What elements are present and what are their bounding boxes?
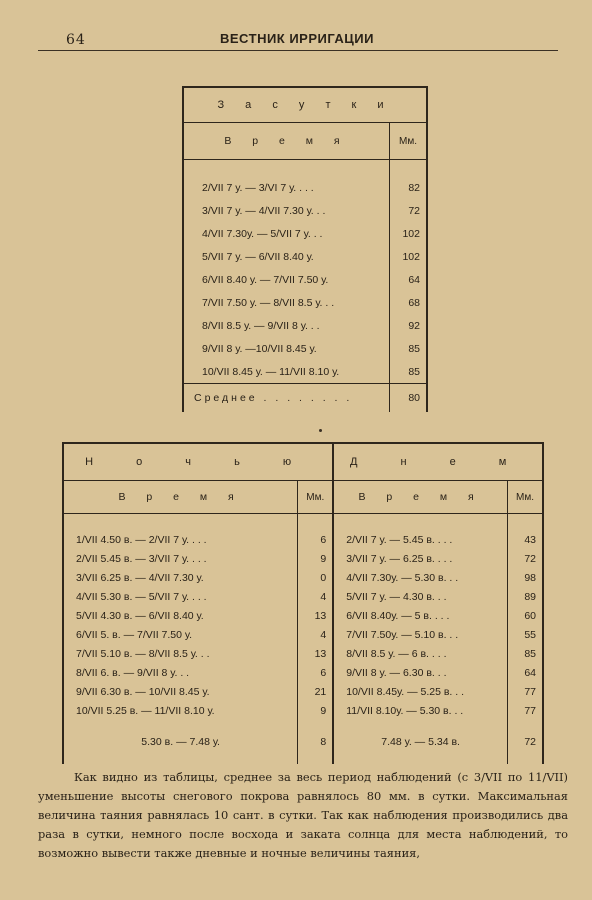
- daily-col-time: В р е м я: [183, 123, 390, 160]
- table-row: [63, 682, 543, 701]
- table-row: [183, 337, 427, 360]
- night-row-mm: 21: [298, 682, 334, 701]
- day-row-time: 10/VII 8.45у. — 5.25 в. . .: [333, 682, 507, 701]
- table-row: [183, 222, 427, 245]
- night-row-mm: 9: [298, 701, 334, 720]
- row-mm: 68: [390, 291, 428, 314]
- night-col-mm: Мм.: [298, 481, 334, 514]
- night-row-mm: 4: [298, 625, 334, 644]
- table-row: [63, 625, 543, 644]
- table-row: [183, 314, 427, 337]
- daily-average-label: Среднее . . . . . . . .: [183, 384, 390, 413]
- row-time: 6/VII 8.40 у. — 7/VII 7.50 у.: [202, 273, 329, 286]
- daily-melt-table: [182, 86, 428, 412]
- night-summary-time: 5.30 в. — 7.48 у.: [141, 736, 220, 748]
- row-mm: 64: [390, 268, 428, 291]
- day-summary-mm: 72: [508, 720, 544, 764]
- night-row-time: 7/VII 5.10 в. — 8/VII 8.5 у. . .: [76, 647, 210, 660]
- row-time: 3/VII 7 у. — 4/VII 7.30 у. . .: [202, 204, 326, 217]
- day-row-time: 11/VII 8.10у. — 5.30 в. . .: [333, 701, 507, 720]
- table-row: [63, 587, 543, 606]
- night-row-mm: 6: [298, 663, 334, 682]
- night-row-time: 2/VII 5.45 в. — 3/VII 7 у. . . .: [76, 552, 207, 565]
- night-summary-mm: 8: [298, 720, 334, 764]
- row-mm: 102: [390, 222, 428, 245]
- table-row: [183, 360, 427, 384]
- day-row-mm: 98: [508, 568, 544, 587]
- table-row: [63, 549, 543, 568]
- day-col-time: В р е м я: [333, 481, 507, 514]
- table-row: [63, 606, 543, 625]
- night-row-mm: 0: [298, 568, 334, 587]
- day-row-time: 7/VII 7.50у. — 5.10 в. . .: [333, 625, 507, 644]
- day-row-mm: 60: [508, 606, 544, 625]
- day-row-time: 6/VII 8.40у. — 5 в. . . .: [333, 606, 507, 625]
- night-row-mm: 13: [298, 644, 334, 663]
- night-row-time: 6/VII 5. в. — 7/VII 7.50 у.: [76, 628, 192, 641]
- row-mm: 82: [390, 176, 428, 199]
- day-row-mm: 77: [508, 682, 544, 701]
- day-row-mm: 64: [508, 663, 544, 682]
- table-row: [183, 291, 427, 314]
- body-paragraph: [38, 768, 568, 863]
- night-row-time: 4/VII 5.30 в. — 5/VII 7 у. . . .: [76, 590, 207, 603]
- night-row-mm: 4: [298, 587, 334, 606]
- night-row-time: 10/VII 5.25 в. — 11/VII 8.10 у.: [76, 704, 215, 717]
- day-row-mm: 89: [508, 587, 544, 606]
- table-row: [63, 530, 543, 549]
- page-number: 64: [66, 32, 86, 48]
- row-mm: 102: [390, 245, 428, 268]
- day-row-time: 8/VII 8.5 у. — 6 в. . . .: [333, 644, 507, 663]
- day-summary-time: 7.48 у. — 5.34 в.: [333, 720, 507, 764]
- table-row: [183, 268, 427, 291]
- day-row-time: 3/VII 7 у. — 6.25 в. . . .: [333, 549, 507, 568]
- daily-table-body: [183, 176, 427, 384]
- row-mm: 92: [390, 314, 428, 337]
- table-row: [63, 701, 543, 720]
- table-row: [183, 245, 427, 268]
- running-title: ВЕСТНИК ИРРИГАЦИИ: [220, 31, 374, 46]
- daily-average-value: 80: [390, 384, 428, 413]
- table-row: [183, 176, 427, 199]
- night-row-mm: 13: [298, 606, 334, 625]
- day-row-mm: 43: [508, 530, 544, 549]
- table-row: [63, 644, 543, 663]
- row-time: 5/VII 7 у. — 6/VII 8.40 у.: [202, 250, 314, 263]
- night-day-melt-table: [62, 442, 544, 764]
- night-caption: Н о ч ь ю: [63, 443, 333, 481]
- row-time: 10/VII 8.45 у. — 11/VII 8.10 у.: [202, 365, 340, 378]
- night-row-mm: 6: [298, 530, 334, 549]
- day-row-mm: 77: [508, 701, 544, 720]
- row-mm: 85: [390, 337, 428, 360]
- daily-col-mm: Мм.: [390, 123, 428, 160]
- night-row-time: 3/VII 6.25 в. — 4/VII 7.30 у.: [76, 571, 204, 584]
- day-row-mm: 72: [508, 549, 544, 568]
- row-time: 7/VII 7.50 у. — 8/VII 8.5 у. . .: [202, 296, 335, 309]
- table-row: [63, 568, 543, 587]
- table-row: [183, 199, 427, 222]
- row-time: 4/VII 7.30у. — 5/VII 7 у. . .: [202, 227, 323, 240]
- night-row-time: 8/VII 6. в. — 9/VII 8 у. . .: [76, 666, 190, 679]
- day-caption: Д н е м: [333, 443, 543, 481]
- night-day-table-body: [63, 530, 543, 720]
- day-col-mm: Мм.: [508, 481, 544, 514]
- row-mm: 85: [390, 360, 428, 384]
- night-row-time: 1/VII 4.50 в. — 2/VII 7 у. . . .: [76, 533, 207, 546]
- night-row-time: 5/VII 4.30 в. — 6/VII 8.40 у.: [76, 609, 204, 622]
- day-row-time: 4/VII 7.30у. — 5.30 в. . .: [333, 568, 507, 587]
- table-row: [63, 663, 543, 682]
- day-row-mm: 85: [508, 644, 544, 663]
- paragraph-text: Как видно из таблицы, среднее за весь период наблюдений (с 3/VII по 11/VII) уменьшение высоты снегового покрова равнялось 80 мм. в сутки. Максимальная величина таяния равнялась 10 сант. в сутки. Так как наблюдения производились два раза в сутки, немного после восхода и заката солнца для места наблюдений, то возможно вывести также дневные и ночные величины таяния,: [38, 770, 568, 860]
- row-time: 2/VII 7 у. — 3/VI 7 у. . . .: [202, 181, 314, 194]
- daily-table-caption: З а с у т к и: [183, 87, 427, 123]
- day-row-time: 2/VII 7 у. — 5.45 в. . . .: [333, 530, 507, 549]
- night-row-mm: 9: [298, 549, 334, 568]
- day-row-mm: 55: [508, 625, 544, 644]
- night-row-time: 9/VII 6.30 в. — 10/VII 8.45 у.: [76, 685, 210, 698]
- day-row-time: 9/VII 8 у. — 6.30 в. . .: [333, 663, 507, 682]
- row-time: 9/VII 8 у. —10/VII 8.45 у.: [202, 342, 317, 355]
- print-dot: [319, 429, 322, 432]
- row-time: 8/VII 8.5 у. — 9/VII 8 у. . .: [202, 319, 320, 332]
- row-mm: 72: [390, 199, 428, 222]
- header-rule: [38, 50, 558, 51]
- night-col-time: В р е м я: [63, 481, 298, 514]
- day-row-time: 5/VII 7 у. — 4.30 в. . .: [333, 587, 507, 606]
